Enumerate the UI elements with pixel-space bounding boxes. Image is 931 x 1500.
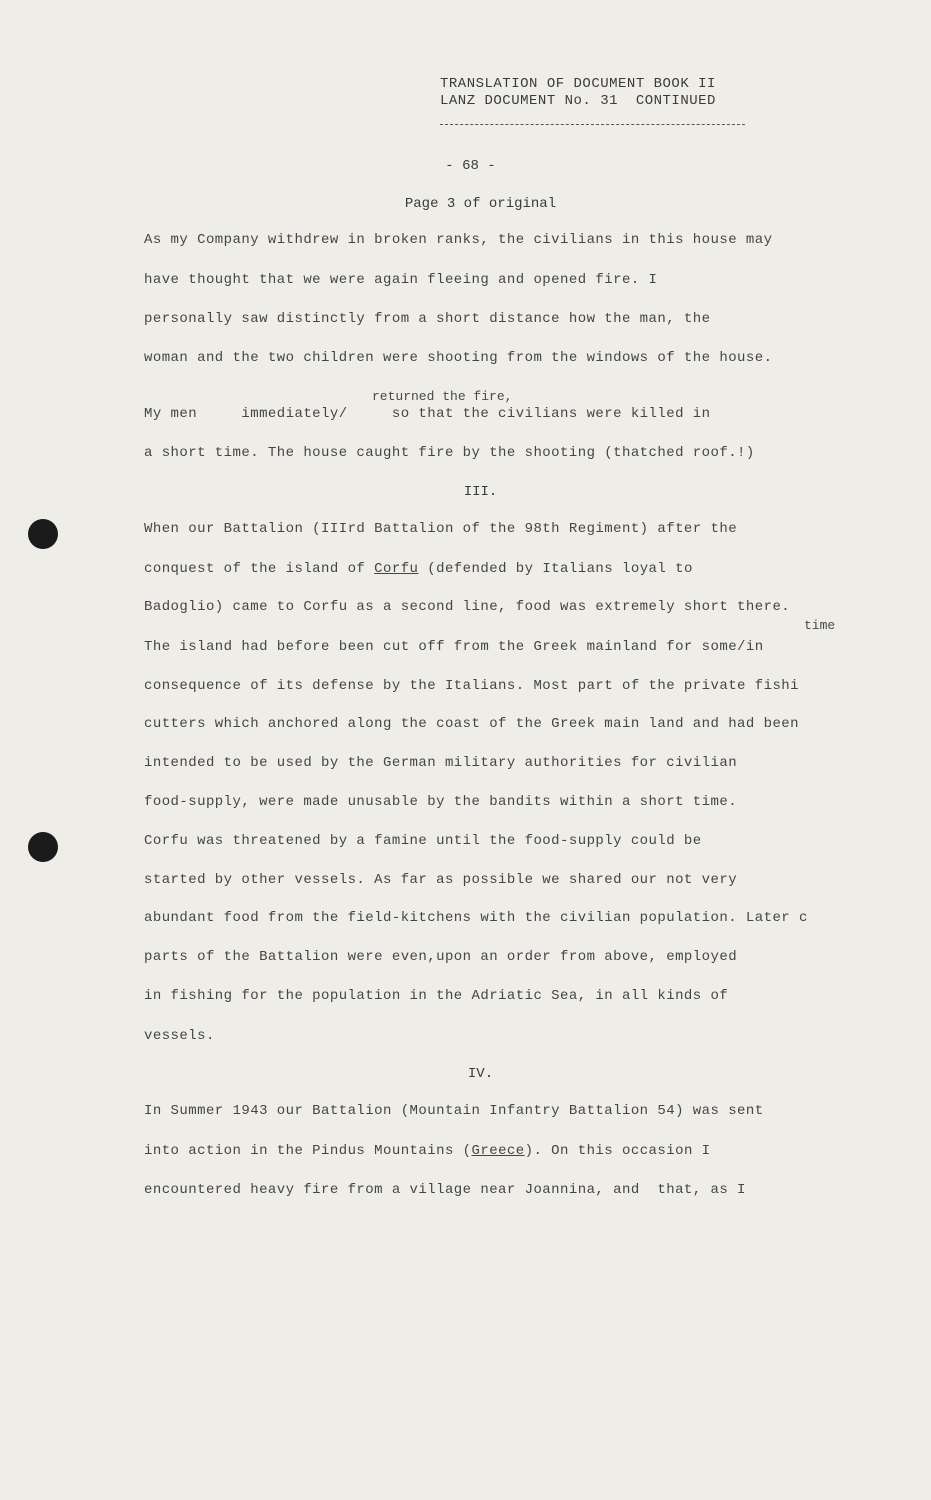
s3-line-3: Badoglio) came to Corfu as a second line, food was extremely short there.: [144, 599, 791, 615]
s4-line-2: [144, 1143, 711, 1159]
p1-line-3: personally saw distinctly from a short distance how the man, the: [144, 311, 711, 327]
header-rule: [440, 124, 745, 125]
s4-line-1: In Summer 1943 our Battalion (Mountain Infantry Battalion 54) was sent: [144, 1103, 764, 1119]
document-header: [440, 76, 716, 110]
section-4-numeral: IV.: [467, 1066, 494, 1082]
s3-line-9: Corfu was threatened by a famine until the food-supply could be: [144, 833, 702, 849]
s3-line-5: consequence of its defense by the Italians. Most part of the private fishi: [144, 678, 800, 694]
p1-line-6: a short time. The house caught fire by the shooting (thatched roof.!): [144, 445, 755, 461]
s3-line-2-pre: conquest of the island of: [144, 561, 375, 577]
s4-line-2-pre: into action in the Pindus Mountains (: [144, 1143, 472, 1159]
p1-line-5: My men immediately/ so that the civilians were killed in: [144, 406, 711, 422]
section-3-numeral: III.: [463, 484, 498, 500]
s3-line-11: abundant food from the field-kitchens with the civilian population. Later c: [144, 910, 808, 926]
p1-line-2: have thought that we were again fleeing and opened fire. I: [144, 272, 658, 288]
punch-hole-top: [28, 519, 58, 549]
s3-line-10: started by other vessels. As far as possible we shared our not very: [144, 872, 738, 888]
s4-line-3: encountered heavy fire from a village near Joannina, and that, as I: [144, 1182, 746, 1198]
s3-line-13: in fishing for the population in the Adriatic Sea, in all kinds of: [144, 988, 729, 1004]
s3-line-12: parts of the Battalion were even,upon an order from above, employed: [144, 949, 738, 965]
s4-line-2-post: ). On this occasion I: [524, 1143, 711, 1159]
s3-line-14: vessels.: [144, 1028, 215, 1044]
s3-line-7: intended to be used by the German military authorities for civilian: [144, 755, 738, 771]
header-line-1: TRANSLATION OF DOCUMENT BOOK II: [440, 76, 716, 92]
s3-line-8: food-supply, were made unusable by the bandits within a short time.: [144, 794, 738, 810]
s3-line-6: cutters which anchored along the coast of the Greek main land and had been: [144, 716, 800, 732]
underlined-corfu: Corfu: [374, 561, 419, 577]
underlined-greece: Greece: [471, 1143, 525, 1159]
header-line-2: LANZ DOCUMENT No. 31 CONTINUED: [440, 93, 716, 109]
s3-line-4: The island had before been cut off from the Greek mainland for some/in: [144, 639, 764, 655]
p1-insert-above: returned the fire,: [372, 389, 513, 404]
s3-line-1: When our Battalion (IIIrd Battalion of the 98th Regiment) after the: [144, 521, 738, 537]
page-number: - 68 -: [445, 158, 496, 174]
s3-insert-above: time: [804, 618, 836, 633]
original-page-label: Page 3 of original: [404, 196, 557, 212]
s3-line-2-post: (defended by Italians loyal to: [418, 561, 693, 577]
s3-line-2: [144, 561, 693, 577]
p1-line-1: As my Company withdrew in broken ranks, the civilians in this house may: [144, 232, 773, 248]
punch-hole-bottom: [28, 832, 58, 862]
p1-line-4: woman and the two children were shooting from the windows of the house.: [144, 350, 773, 366]
